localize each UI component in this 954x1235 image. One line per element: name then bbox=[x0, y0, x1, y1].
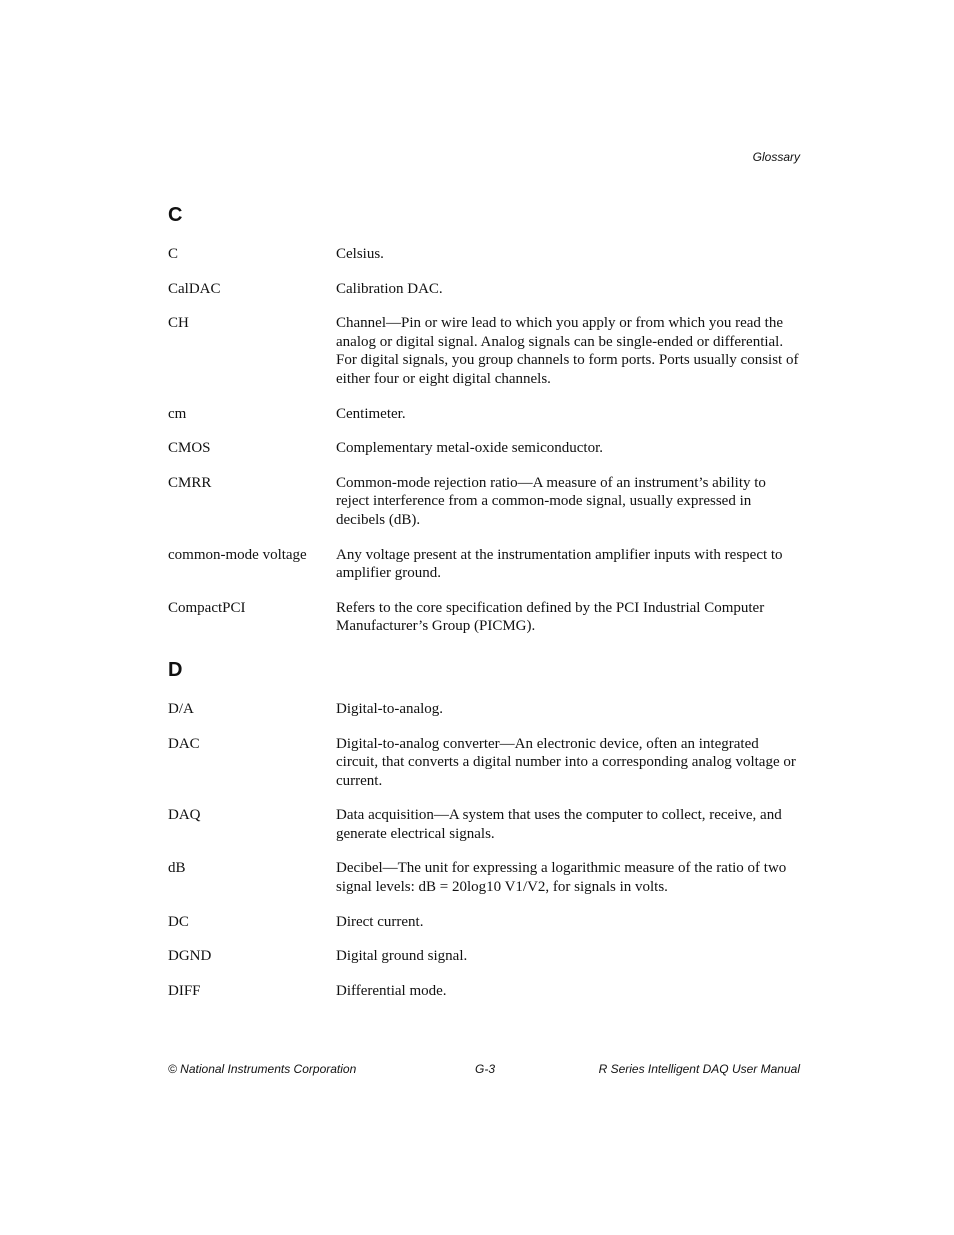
glossary-term: DAQ bbox=[168, 807, 201, 824]
glossary-entry bbox=[168, 947, 800, 966]
running-header: Glossary bbox=[752, 150, 800, 164]
glossary-definition: Calibration DAC. bbox=[336, 280, 443, 297]
glossary-term: common-mode voltage bbox=[168, 546, 307, 563]
page-footer bbox=[168, 1062, 800, 1078]
glossary-definition: Data acquisition—A system that uses the computer to collect, receive, and generate electrical signals. bbox=[336, 807, 782, 842]
glossary-term: cm bbox=[168, 405, 187, 422]
section-heading: C bbox=[168, 204, 183, 226]
glossary-definition: Digital-to-analog. bbox=[336, 700, 444, 717]
glossary-entry bbox=[168, 245, 800, 264]
glossary-term: DC bbox=[168, 913, 189, 930]
glossary-definition: Complementary metal-oxide semiconductor. bbox=[336, 440, 604, 457]
glossary-entry bbox=[168, 439, 800, 458]
glossary-definition: Celsius. bbox=[336, 246, 384, 262]
glossary-term: CompactPCI bbox=[168, 599, 246, 616]
glossary-term: CMOS bbox=[168, 440, 211, 457]
glossary-definition: Direct current. bbox=[336, 913, 424, 930]
glossary-term: DGND bbox=[168, 948, 212, 965]
glossary-entry bbox=[168, 280, 800, 299]
glossary-section-d bbox=[168, 656, 800, 1001]
glossary-entry bbox=[168, 913, 800, 932]
glossary-definition: Digital ground signal. bbox=[336, 948, 468, 965]
glossary-entry bbox=[168, 735, 800, 791]
glossary-term: DIFF bbox=[168, 982, 201, 999]
glossary-entry bbox=[168, 982, 800, 1001]
glossary-term: D/A bbox=[168, 700, 194, 717]
glossary-term: DAC bbox=[168, 735, 200, 752]
glossary-term: CH bbox=[168, 315, 189, 332]
glossary-definition: Any voltage present at the instrumentation amplifier inputs with respect to amplifier ground. bbox=[336, 546, 783, 582]
footer-manual-title: R Series Intelligent DAQ User Manual bbox=[598, 1062, 800, 1076]
glossary-definition: Centimeter. bbox=[336, 405, 406, 422]
glossary-definition: Refers to the core specification defined by the PCI Industrial Computer Manufacturer’s Group (PICMG). bbox=[336, 599, 765, 635]
glossary-content bbox=[168, 201, 800, 1016]
glossary-term: CMRR bbox=[168, 474, 212, 491]
glossary-term: dB bbox=[168, 860, 186, 877]
glossary-entry bbox=[168, 546, 800, 583]
glossary-entry bbox=[168, 599, 800, 636]
glossary-section-c bbox=[168, 201, 800, 636]
glossary-entry bbox=[168, 859, 800, 896]
glossary-definition: Channel—Pin or wire lead to which you apply or from which you read the analog or digital signal. Analog signals can be single-ended or differential. For digital signals, you group channels to form ports. Ports usually consist of either four or eight digital channels. bbox=[336, 315, 799, 387]
glossary-definition: Common-mode rejection ratio—A measure of an instrument’s ability to reject interference from a common-mode signal, usually expressed in decibels (dB). bbox=[336, 474, 766, 528]
glossary-entry bbox=[168, 405, 800, 424]
glossary-entry bbox=[168, 700, 800, 719]
glossary-entry bbox=[168, 474, 800, 530]
footer-copyright: © National Instruments Corporation bbox=[168, 1062, 357, 1076]
glossary-definition: Digital-to-analog converter—An electronic device, often an integrated circuit, that converts a digital number into a corresponding analog voltage or current. bbox=[336, 735, 796, 789]
glossary-entry bbox=[168, 314, 800, 388]
page-number: G-3 bbox=[475, 1062, 496, 1076]
glossary-term: CalDAC bbox=[168, 280, 221, 297]
section-heading: D bbox=[168, 658, 183, 681]
glossary-term: C bbox=[168, 246, 179, 262]
glossary-definition: Differential mode. bbox=[336, 982, 447, 999]
glossary-definition: Decibel—The unit for expressing a logarithmic measure of the ratio of two signal levels: dB = 20log10 V1/V2, for signals in volts. bbox=[336, 860, 787, 896]
glossary-entry bbox=[168, 806, 800, 843]
